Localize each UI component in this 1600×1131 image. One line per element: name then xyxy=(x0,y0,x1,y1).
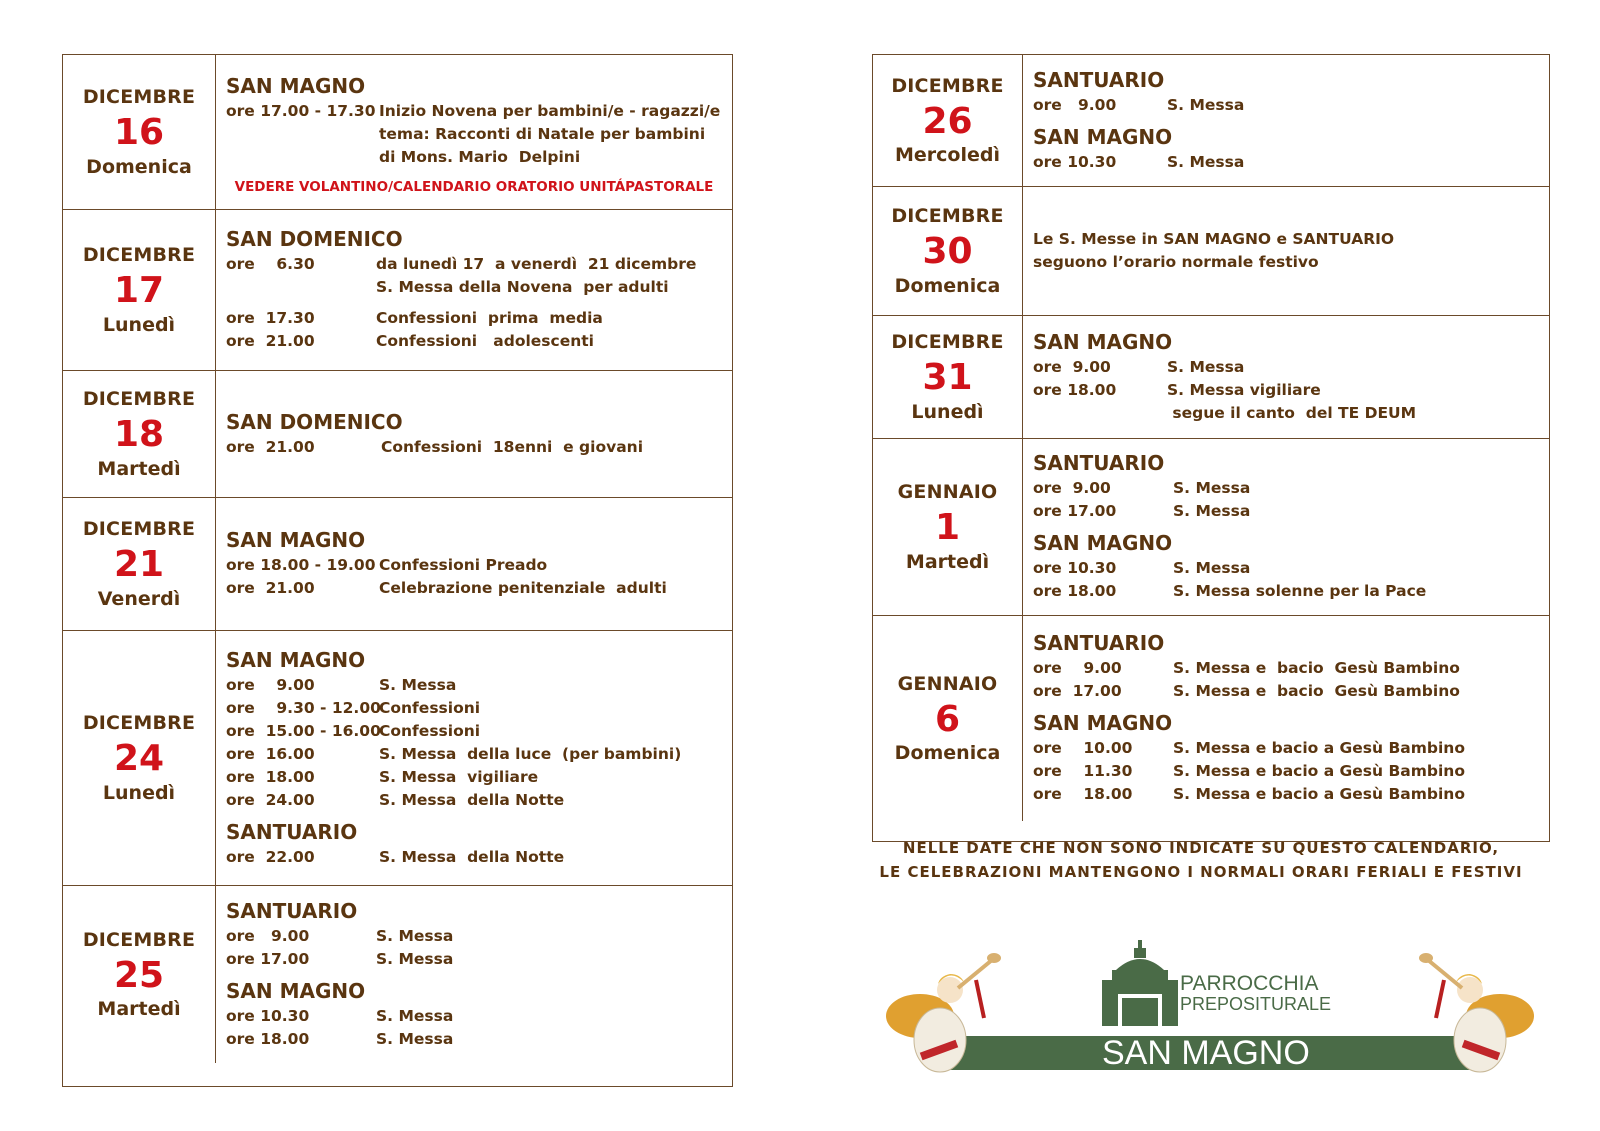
event-time xyxy=(226,276,376,299)
date-cell xyxy=(63,631,216,885)
left-rows xyxy=(63,55,732,1063)
location-block xyxy=(226,227,722,299)
events-cell xyxy=(216,55,732,209)
date-weekday: Domenica xyxy=(894,274,1001,297)
event-description: S. Messa xyxy=(376,1029,454,1048)
footer-note xyxy=(872,836,1530,884)
date-day: 1 xyxy=(934,507,961,549)
event-time: ore 6.30 xyxy=(226,255,315,273)
date-cell xyxy=(63,210,216,370)
event-line xyxy=(226,307,722,330)
right-schedule-table xyxy=(872,54,1550,842)
events-cell xyxy=(216,631,732,885)
location-name: SANTUARIO xyxy=(1033,67,1165,92)
date-cell xyxy=(63,55,216,209)
location-name: SAN MAGNO xyxy=(226,73,366,98)
event-line xyxy=(226,789,722,812)
event-line xyxy=(226,330,722,353)
schedule-row xyxy=(63,55,732,210)
event-time: ore 17.00 xyxy=(226,949,310,968)
event-line xyxy=(226,766,722,789)
event-description: segue il canto del TE DEUM xyxy=(1167,403,1417,422)
event-time: ore 9.00 xyxy=(1033,479,1111,497)
event-description: S. Messa vigiliare xyxy=(1167,380,1321,399)
parish-logo xyxy=(880,928,1540,1088)
location-name: SANTUARIO xyxy=(1033,631,1165,655)
event-description: S. Messa xyxy=(379,675,457,694)
event-time: ore 22.00 xyxy=(226,847,315,866)
date-weekday: Martedì xyxy=(97,457,181,480)
date-cell xyxy=(63,886,216,1063)
date-weekday: Martedì xyxy=(97,998,181,1021)
event-time: ore 17.00 xyxy=(1033,502,1117,520)
location-name: SAN MAGNO xyxy=(226,528,366,552)
event-description: Confessioni adolescenti xyxy=(376,332,594,350)
event-time: ore 10.30 xyxy=(226,1006,310,1025)
event-time: ore 21.00 xyxy=(226,437,315,456)
date-month: DICEMBRE xyxy=(82,518,196,541)
location-name: SANTUARIO xyxy=(226,898,358,923)
event-description: S. Messa xyxy=(1167,152,1245,171)
event-time: ore 18.00 xyxy=(1033,582,1117,600)
event-description: S. Messa della luce (per bambini) xyxy=(379,744,682,763)
date-month: DICEMBRE xyxy=(82,712,196,735)
location-name: SANTUARIO xyxy=(1033,451,1165,475)
event-line xyxy=(1033,94,1539,117)
date-day: 31 xyxy=(922,357,973,399)
date-weekday: Lunedì xyxy=(102,781,176,804)
left-schedule-table xyxy=(62,54,733,1087)
event-line xyxy=(1033,783,1539,806)
location-block xyxy=(1033,330,1539,425)
event-line xyxy=(226,100,722,123)
location-name: SAN MAGNO xyxy=(226,647,366,672)
event-description: S. Messa xyxy=(1173,559,1251,577)
event-time: ore 9.00 xyxy=(1033,95,1117,114)
schedule-row xyxy=(63,886,732,1063)
event-time: ore 9.00 xyxy=(226,926,310,945)
location-block xyxy=(1033,451,1539,523)
location-name: SANTUARIO xyxy=(226,819,358,844)
footer-line-1: NELLE DATE CHE NON SONO INDICATE SU QUESTO CALENDARIO, xyxy=(902,839,1500,857)
event-time: ore 9.30 - 12.00 xyxy=(226,698,381,717)
event-description: S. Messa della Notte xyxy=(379,847,565,866)
date-month: GENNAIO xyxy=(897,481,998,504)
events-cell xyxy=(216,498,732,630)
location-block xyxy=(1033,125,1539,174)
event-description: S. Messa e bacio Gesù Bambino xyxy=(1173,659,1460,677)
event-description: S. Messa e bacio a Gesù Bambino xyxy=(1173,739,1465,757)
date-day: 21 xyxy=(113,544,165,586)
event-description: S. Messa e bacio a Gesù Bambino xyxy=(1173,762,1465,780)
events-cell xyxy=(1023,187,1549,315)
location-block xyxy=(226,410,722,459)
location-block xyxy=(226,528,722,600)
date-cell xyxy=(873,187,1023,315)
event-line xyxy=(1033,580,1539,603)
event-description: S. Messa solenne per la Pace xyxy=(1173,582,1427,600)
event-description: S. Messa xyxy=(1167,95,1245,114)
location-block xyxy=(1033,531,1539,603)
events-cell xyxy=(216,886,732,1063)
events-cell xyxy=(216,210,732,370)
date-day: 17 xyxy=(113,270,165,312)
event-line xyxy=(226,846,722,869)
date-day: 16 xyxy=(113,112,165,154)
event-time: ore 18.00 xyxy=(226,767,315,786)
event-line xyxy=(1033,477,1539,500)
event-line xyxy=(226,123,722,146)
event-description: di Mons. Mario Delpini xyxy=(379,147,581,166)
event-description: Confessioni xyxy=(379,721,481,740)
event-line xyxy=(226,276,722,299)
event-time: ore 17.00 - 17.30 xyxy=(226,101,376,120)
date-month: DICEMBRE xyxy=(82,86,196,109)
event-line xyxy=(1033,657,1539,680)
schedule-row xyxy=(63,631,732,886)
event-description: Inizio Novena per bambini/e - ragazzi/e xyxy=(379,101,721,120)
event-line xyxy=(1033,151,1539,174)
event-line xyxy=(1033,760,1539,783)
location-block xyxy=(226,74,722,169)
date-cell xyxy=(873,316,1023,438)
location-name: SAN MAGNO xyxy=(1033,531,1173,555)
schedule-row xyxy=(873,439,1549,616)
schedule-row xyxy=(873,316,1549,439)
location-block xyxy=(226,820,722,869)
schedule-row xyxy=(63,498,732,631)
location-block xyxy=(226,899,722,971)
event-time: ore 9.00 xyxy=(1033,357,1111,376)
date-cell xyxy=(873,439,1023,615)
schedule-row xyxy=(873,187,1549,316)
date-cell xyxy=(873,616,1023,821)
event-time: ore 24.00 xyxy=(226,790,315,809)
date-day: 25 xyxy=(113,954,165,996)
event-time: ore 21.00 xyxy=(226,579,315,597)
event-line xyxy=(226,948,722,971)
date-weekday: Venerdì xyxy=(97,587,181,610)
event-time xyxy=(226,146,379,169)
date-day: 18 xyxy=(113,414,165,456)
event-description: Celebrazione penitenziale adulti xyxy=(379,579,667,597)
logo-line-2: PREPOSITURALE xyxy=(1180,994,1332,1014)
date-cell xyxy=(873,55,1023,186)
event-line xyxy=(226,925,722,948)
schedule-row xyxy=(63,371,732,498)
events-cell xyxy=(1023,55,1549,186)
event-line xyxy=(226,720,722,743)
event-time: ore 10.00 xyxy=(1033,739,1133,757)
event-line xyxy=(1033,500,1539,523)
event-line xyxy=(226,146,722,169)
date-month: DICEMBRE xyxy=(891,331,1004,354)
location-name: SAN MAGNO xyxy=(226,978,366,1003)
date-day: 26 xyxy=(922,100,973,142)
events-cell xyxy=(216,371,732,497)
date-weekday: Lunedì xyxy=(911,400,984,423)
date-weekday: Martedì xyxy=(905,550,990,573)
event-line xyxy=(1033,379,1539,402)
date-day: 6 xyxy=(934,698,961,740)
event-time: ore 18.00 xyxy=(226,1029,310,1048)
event-description: S. Messa e bacio a Gesù Bambino xyxy=(1173,785,1465,803)
plain-text: Le S. Messe in SAN MAGNO e SANTUARIO xyxy=(1033,230,1395,248)
event-description: S. Messa della Notte xyxy=(379,790,565,809)
event-line xyxy=(226,577,722,600)
event-description: S. Messa della Novena per adulti xyxy=(376,278,669,296)
date-weekday: Domenica xyxy=(894,742,1001,765)
location-name: SAN MAGNO xyxy=(1033,711,1173,735)
event-line xyxy=(1033,402,1539,425)
event-time: ore 17.30 xyxy=(226,309,315,327)
event-line xyxy=(1033,356,1539,379)
event-time: ore 21.00 xyxy=(226,332,315,350)
event-description: S. Messa e bacio Gesù Bambino xyxy=(1173,682,1460,700)
date-cell xyxy=(63,371,216,497)
date-month: DICEMBRE xyxy=(82,244,196,267)
date-weekday: Lunedì xyxy=(102,313,176,336)
location-name: SAN MAGNO xyxy=(1033,329,1173,354)
date-month: DICEMBRE xyxy=(82,928,196,951)
event-time: ore 9.00 xyxy=(1033,659,1122,677)
event-time: ore 17.00 xyxy=(1033,682,1122,700)
location-block xyxy=(226,307,722,353)
date-cell xyxy=(63,498,216,630)
church-icon xyxy=(1102,940,1178,1026)
event-line xyxy=(226,554,722,577)
event-time: ore 18.00 - 19.00 xyxy=(226,556,376,574)
location-block xyxy=(1033,711,1539,806)
event-time: ore 10.30 xyxy=(1033,559,1117,577)
event-description: S. Messa xyxy=(376,1006,454,1025)
event-time xyxy=(1033,402,1167,425)
events-cell xyxy=(1023,616,1549,821)
event-description: S. Messa vigiliare xyxy=(379,767,539,786)
right-rows xyxy=(873,55,1549,821)
event-description: tema: Racconti di Natale per bambini xyxy=(379,124,706,143)
location-block xyxy=(1033,631,1539,703)
date-month: DICEMBRE xyxy=(891,205,1004,228)
event-description: Confessioni Preado xyxy=(379,556,548,574)
schedule-row xyxy=(63,210,732,371)
location-block xyxy=(226,648,722,812)
event-time: ore 18.00 xyxy=(1033,785,1133,803)
date-weekday: Mercoledì xyxy=(895,144,1000,167)
event-description: S. Messa xyxy=(1173,479,1251,497)
event-time: ore 11.30 xyxy=(1033,762,1133,780)
event-time: ore 10.30 xyxy=(1033,152,1117,171)
schedule-row xyxy=(873,55,1549,187)
event-description: da lunedì 17 a venerdì 21 dicembre xyxy=(376,255,697,273)
event-description: S. Messa xyxy=(376,926,454,945)
event-line xyxy=(1033,680,1539,703)
footer-line-2: LE CELEBRAZIONI MANTENGONO I NORMALI ORARI FERIALI E FESTIVI xyxy=(879,863,1523,881)
location-block xyxy=(1033,68,1539,117)
location-name: SAN DOMENICO xyxy=(226,409,403,434)
red-note: VEDERE VOLANTINO/CALENDARIO ORATORIO UNITÁPASTORALE xyxy=(234,178,714,195)
location-name: SAN MAGNO xyxy=(1033,124,1173,149)
event-description: Confessioni 18enni e giovani xyxy=(381,437,644,456)
event-line xyxy=(1033,737,1539,760)
event-time: ore 9.00 xyxy=(226,675,315,694)
events-cell xyxy=(1023,439,1549,615)
location-block xyxy=(226,979,722,1051)
event-description: Confessioni prima media xyxy=(376,309,603,327)
event-line xyxy=(226,697,722,720)
event-line xyxy=(226,674,722,697)
event-line xyxy=(226,436,722,459)
event-description: Confessioni xyxy=(379,698,481,717)
event-time: ore 15.00 - 16.00 xyxy=(226,721,381,740)
event-line xyxy=(226,743,722,766)
schedule-row xyxy=(873,616,1549,821)
plain-text: seguono l’orario normale festivo xyxy=(1033,253,1319,271)
date-day: 30 xyxy=(922,231,973,273)
logo-line-3: SAN MAGNO xyxy=(1102,1034,1310,1072)
event-line xyxy=(1033,557,1539,580)
event-time xyxy=(226,123,379,146)
logo-line-1: PARROCCHIA xyxy=(1180,972,1319,995)
date-month: DICEMBRE xyxy=(891,74,1004,97)
event-line xyxy=(226,1028,722,1051)
event-description: S. Messa xyxy=(1173,502,1251,520)
event-time: ore 16.00 xyxy=(226,744,315,763)
location-name: SAN DOMENICO xyxy=(226,227,403,251)
event-time: ore 18.00 xyxy=(1033,380,1117,399)
date-day: 24 xyxy=(113,738,165,780)
date-month: GENNAIO xyxy=(897,672,998,695)
event-line xyxy=(226,253,722,276)
event-description: S. Messa xyxy=(376,949,454,968)
events-cell xyxy=(1023,316,1549,438)
event-line xyxy=(226,1005,722,1028)
date-weekday: Domenica xyxy=(86,155,192,178)
date-month: DICEMBRE xyxy=(82,388,196,411)
event-description: S. Messa xyxy=(1167,357,1245,376)
